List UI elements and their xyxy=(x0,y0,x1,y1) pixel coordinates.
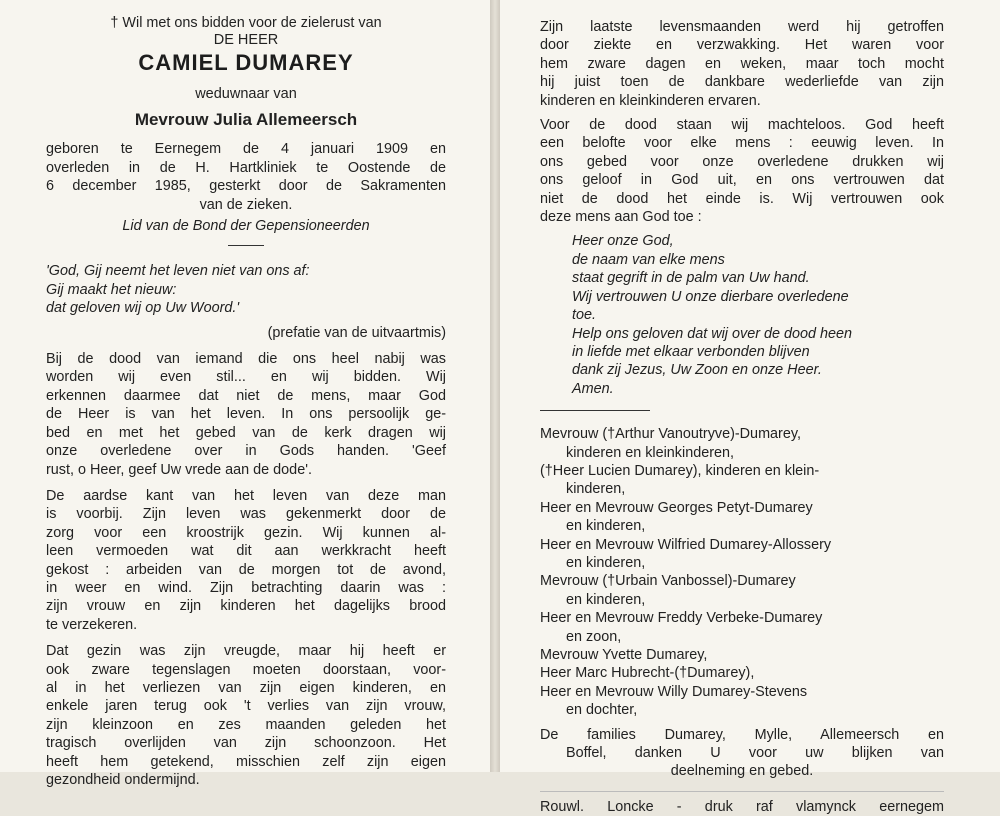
poem-line: Help ons geloven dat wij over de dood heen xyxy=(572,325,853,342)
card-fold xyxy=(490,0,500,772)
text-line: tragisch overlijden van zijn schoonzoon. Het xyxy=(46,735,446,752)
family-line: Mevrouw Yvette Dumarey, xyxy=(540,647,708,663)
text-line: is voorbij. Zijn leven was gekenmerkt door de xyxy=(46,506,446,523)
family-line: Heer en Mevrouw Freddy Verbeke-Dumarey xyxy=(540,610,823,627)
right-column xyxy=(540,18,944,226)
text-line: De aardse kant van het leven van deze man xyxy=(46,487,446,504)
paragraph xyxy=(540,116,944,226)
text-line: deze mens aan God toe : xyxy=(540,209,702,226)
text-line: een belofte voor elke mens : eeuwig leven. In xyxy=(540,135,944,152)
text-line: ook zware tegenslagen moeten doorstaan, voor- xyxy=(46,661,446,678)
family-line-cont: kinderen en kleinkinderen, xyxy=(566,444,735,461)
text-line: ons geloof in God uit, en ons vertrouwen dat xyxy=(540,172,944,189)
text-line: rust, o Heer, geef Uw vrede aan de dode'. xyxy=(46,461,312,478)
text-line: zijn vrouw en zijn kinderen het dagelijks brood xyxy=(46,598,446,615)
family-line: Heer en Mevrouw Willy Dumarey-Stevens xyxy=(540,683,808,700)
title: DE HEER xyxy=(213,32,279,49)
family-entry xyxy=(540,462,944,499)
family-line-cont: en dochter, xyxy=(566,702,638,719)
text-line: al in het verliezen van zijn eigen kinderen, en xyxy=(46,679,446,696)
preface: (prefatie van de uitvaartmis) xyxy=(267,324,446,341)
text-line: zijn kleinzoon en zes maanden geleden het xyxy=(46,716,446,733)
family-line-cont: deelneming en gebed. xyxy=(670,763,814,780)
poem-line: Heer onze God, xyxy=(572,233,674,250)
text-line: in weer en wind. Zijn betrachting daarin was : xyxy=(46,579,446,596)
text-line: Zijn laatste levensmaanden werd hij getroffen xyxy=(540,19,944,35)
families-thanks xyxy=(540,726,944,781)
poem-line: Amen. xyxy=(572,380,614,397)
paragraph xyxy=(46,642,446,789)
family-line-cont: en zoon, xyxy=(566,628,622,645)
text-line: 6 december 1985, gesterkt door de Sakramenten xyxy=(46,178,446,195)
text-line: geboren te Eernegem de 4 januari 1909 en xyxy=(46,141,446,158)
text-line: hem zware dagen en weken, maar toch mocht xyxy=(540,55,944,72)
family-entry xyxy=(540,609,944,646)
poem-line: in liefde met elkaar verbonden blijven xyxy=(572,343,810,360)
deceased-name: CAMIEL DUMAREY xyxy=(138,50,354,76)
divider xyxy=(228,245,264,246)
family-entry xyxy=(540,664,944,682)
text-line: niet de dood het einde is. Wij vertrouwen ook xyxy=(540,190,944,207)
poem xyxy=(572,232,944,398)
family-line-cont: en kinderen, xyxy=(566,591,646,608)
right-page xyxy=(500,0,1000,815)
paragraph xyxy=(46,487,446,634)
quote-line: dat geloven wij op Uw Woord.' xyxy=(46,300,240,317)
divider xyxy=(540,410,650,411)
cross-icon: † xyxy=(110,15,119,31)
text-line: zorg voor een kroostrijk gezin. Wij kunnen al- xyxy=(46,524,446,541)
printer-credit: Rouwl. Loncke - druk raf vlamynck eernegem xyxy=(540,791,944,816)
poem-line: toe. xyxy=(572,307,597,324)
family-entry xyxy=(540,572,944,609)
text-line: Dat gezin was zijn vreugde, maar hij heeft er xyxy=(46,643,446,660)
family-entry xyxy=(540,425,944,462)
poem-line: dank zij Jezus, Uw Zoon en onze Heer. xyxy=(572,362,822,379)
paragraph xyxy=(540,18,944,110)
poem-line: staat gegrift in de palm van Uw hand. xyxy=(572,270,810,287)
family-line-cont: en kinderen, xyxy=(566,518,646,535)
text-line: ons gebed voor onze overledene drukken wij xyxy=(540,153,944,170)
text-line: Voor de dood staan wij machteloos. God heeft xyxy=(540,117,944,134)
widow-of: weduwnaar van xyxy=(195,86,297,103)
family-line-cont: kinderen, xyxy=(566,481,626,498)
text-line: de Heer is van het leven. In ons persoolijk ge- xyxy=(46,406,446,423)
text-line: erkennen daarmee dat niet de mens, maar God xyxy=(46,387,446,404)
family-line: Heer Marc Hubrecht-(†Dumarey), xyxy=(540,665,755,682)
family-line-cont: en kinderen, xyxy=(566,554,646,571)
text-line: te verzekeren. xyxy=(46,616,138,633)
birth-death-info xyxy=(46,140,446,235)
text-line: enkele jaren terug ook 't verlies van zijn vrouw, xyxy=(46,698,446,715)
prayer-header-text: Wil met ons bidden voor de zielerust van xyxy=(122,15,382,31)
family-entry xyxy=(540,683,944,720)
text-line: door ziekte en verzwakking. Het waren voor xyxy=(540,37,944,54)
text-line: van de zieken. xyxy=(199,196,293,213)
family-line: Heer en Mevrouw Georges Petyt-Dumarey xyxy=(540,499,813,516)
family-line: De families Dumarey, Mylle, Allemeersch en xyxy=(540,726,944,743)
family-entry xyxy=(540,646,944,664)
prayer-header xyxy=(46,14,446,32)
text-line: worden wij even stil... en wij bidden. Wij xyxy=(46,369,446,386)
family-line: Heer en Mevrouw Wilfried Dumarey-Allossery xyxy=(540,536,832,553)
text-line: Bij de dood van iemand die ons heel nabij was xyxy=(46,351,446,368)
spouse-name: Mevrouw Julia Allemeersch xyxy=(134,110,358,130)
family-entry xyxy=(540,536,944,573)
text-line: bed en met het gebed van de kerk dragen wij xyxy=(46,424,446,441)
quote-line: Gij maakt het nieuw: xyxy=(46,281,177,298)
family-line: Mevrouw (†Arthur Vanoutryve)-Dumarey, xyxy=(540,426,801,443)
family-entry xyxy=(540,499,944,536)
text-line: hij juist toen de dankbare wederliefde van zijn xyxy=(540,74,944,91)
poem-line: de naam van elke mens xyxy=(572,251,725,268)
quote-line: 'God, Gij neemt het leven niet van ons af: xyxy=(46,263,310,280)
text-line: gekost : arbeiden van de morgen tot de avond, xyxy=(46,561,446,578)
family-line: (†Heer Lucien Dumarey), kinderen en klein- xyxy=(540,462,820,479)
text-line: overleden in de H. Hartkliniek te Oostende de xyxy=(46,159,446,176)
family-list xyxy=(540,425,944,781)
poem-line: Wij vertrouwen U onze dierbare overledene xyxy=(572,288,849,305)
quote xyxy=(46,262,446,317)
text-line: gezondheid ondermijnd. xyxy=(46,772,200,788)
text-line: kinderen en kleinkinderen ervaren. xyxy=(540,92,761,109)
family-line: Mevrouw (†Urbain Vanbossel)-Dumarey xyxy=(540,573,796,590)
membership: Lid van de Bond der Gepensioneerden xyxy=(122,218,370,235)
family-line-cont: Boffel, danken U voor uw blijken van xyxy=(566,745,944,762)
paragraph xyxy=(46,350,446,479)
text-line: heeft hem getekend, misschien zelf zijn eigen xyxy=(46,753,446,770)
left-page xyxy=(0,0,490,788)
text-line: leen vermoeden wat dit aan werkkracht heeft xyxy=(46,543,446,560)
text-line: onze overledene over in Gods handen. 'Geef xyxy=(46,443,446,460)
